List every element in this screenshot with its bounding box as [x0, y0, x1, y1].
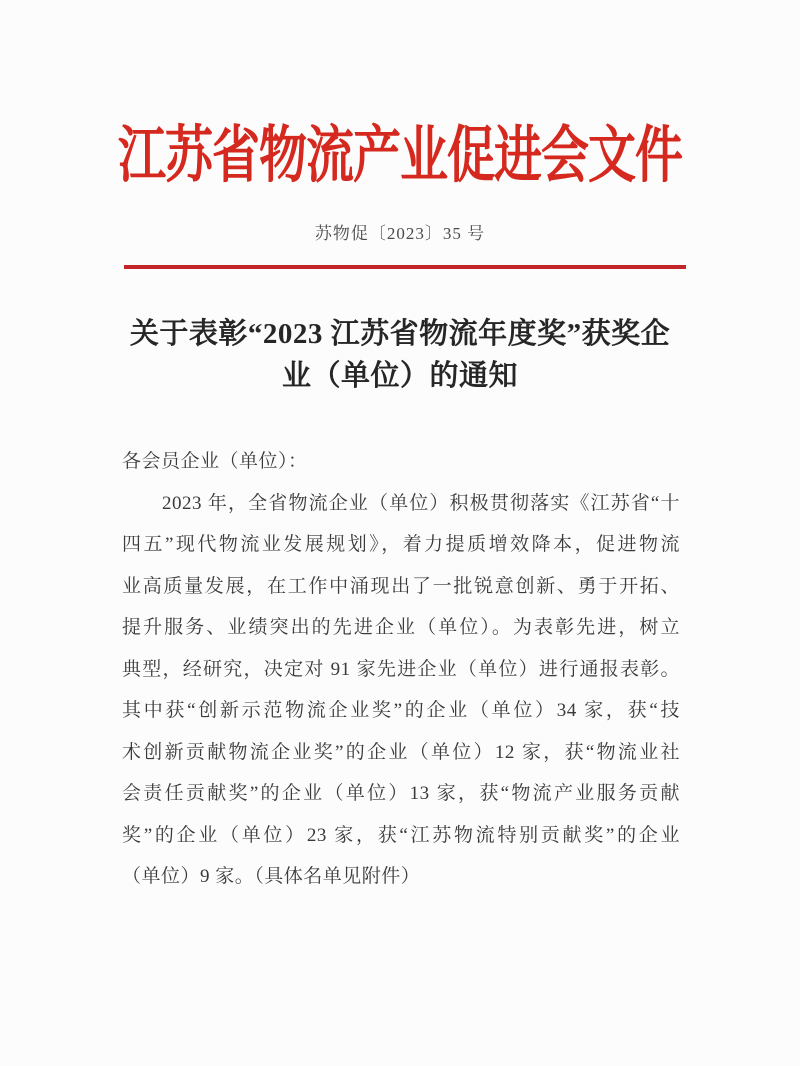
- body-text-line: （单位）9 家。（具体名单见附件）: [122, 866, 421, 887]
- body-text-line: 提升服务、业绩突出的先进企业（单位）。为表彰先进，树立: [122, 617, 680, 638]
- body-text-line: 术创新贡献物流企业奖”的企业（单位）12 家，获“物流业社: [122, 741, 680, 763]
- notice-title-line-1: 关于表彰“2023 江苏省物流年度奖”获奖企: [129, 318, 671, 350]
- body-text-line: 奖”的企业（单位）23 家，获“江苏物流特别贡献奖”的企业: [122, 824, 680, 846]
- body-text-line: 会责任贡献奖”的企业（单位）13 家，获“物流产业服务贡献: [122, 783, 680, 804]
- notice-body: [122, 441, 680, 898]
- document-number: 苏物促〔2023〕35 号: [314, 224, 486, 243]
- salutation: 各会员企业（单位）：: [122, 451, 308, 472]
- document-header-title: 江苏省物流产业促进会文件: [117, 122, 682, 191]
- body-text-line: 四五”现代物流业发展规划》，着力提质增效降本，促进物流: [122, 534, 680, 555]
- body-text-line: 2023 年，全省物流企业（单位）积极贯彻落实《江苏省“十: [162, 492, 680, 514]
- notice-title-line-2: 业（单位）的通知: [281, 360, 518, 392]
- red-divider-line: [124, 265, 686, 269]
- body-text-line: 业高质量发展，在工作中涌现出了一批锐意创新、勇于开拓、: [122, 575, 680, 597]
- body-text-line: 典型，经研究，决定对 91 家先进企业（单位）进行通报表彰。: [122, 658, 680, 680]
- notice-title: [105, 313, 695, 397]
- body-text-line: 其中获“创新示范物流企业奖”的企业（单位）34 家，获“技: [122, 700, 680, 721]
